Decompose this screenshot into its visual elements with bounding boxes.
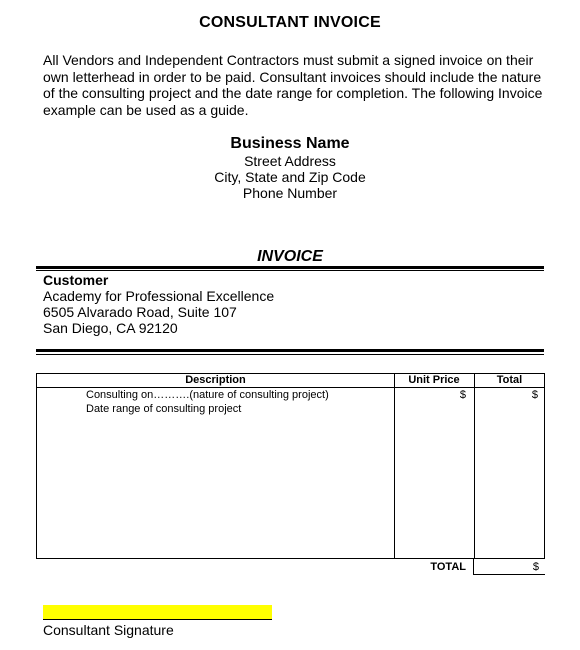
invoice-heading: INVOICE — [257, 248, 323, 265]
customer-name: Academy for Professional Excellence — [43, 288, 275, 304]
customer-street: 6505 Alvarado Road, Suite 107 — [43, 304, 237, 320]
table-header-unit-price: Unit Price — [408, 374, 460, 386]
table-header-total: Total — [496, 374, 523, 386]
table-row-description: Date range of consulting project — [86, 403, 242, 415]
top-thin-rule — [36, 270, 544, 271]
table-row-description: Consulting on……….(nature of consulting project) — [86, 389, 329, 401]
customer-label: Customer — [43, 272, 109, 288]
invoice-line-items-table — [36, 373, 545, 559]
grand-total-label: TOTAL — [430, 561, 466, 573]
table-header-description: Description — [185, 374, 246, 386]
document-title: CONSULTANT INVOICE — [199, 14, 381, 31]
bottom-thick-rule — [36, 349, 544, 352]
signature-label: Consultant Signature — [43, 622, 174, 638]
business-name: Business Name — [230, 135, 350, 152]
table-row-unit-price: $ — [459, 389, 466, 401]
grand-total-box — [473, 559, 545, 575]
table-header-rule — [37, 387, 544, 388]
bottom-thin-rule — [36, 354, 544, 355]
business-city-state-zip: City, State and Zip Code — [214, 169, 366, 185]
signature-line — [43, 605, 272, 620]
business-phone-number: Phone Number — [242, 185, 338, 201]
top-thick-rule — [36, 266, 544, 269]
grand-total-value: $ — [532, 561, 539, 573]
business-street-address: Street Address — [244, 153, 336, 169]
table-row-total: $ — [531, 389, 538, 401]
intro-paragraph: All Vendors and Independent Contractors must submit a signed invoice on their own letterhead in order to be paid. Consultant invoices should include the nature of the consulting project and the date range for completion. The following Invoice example can be used as a guide. — [43, 52, 543, 118]
customer-city-state-zip: San Diego, CA 92120 — [43, 320, 178, 336]
